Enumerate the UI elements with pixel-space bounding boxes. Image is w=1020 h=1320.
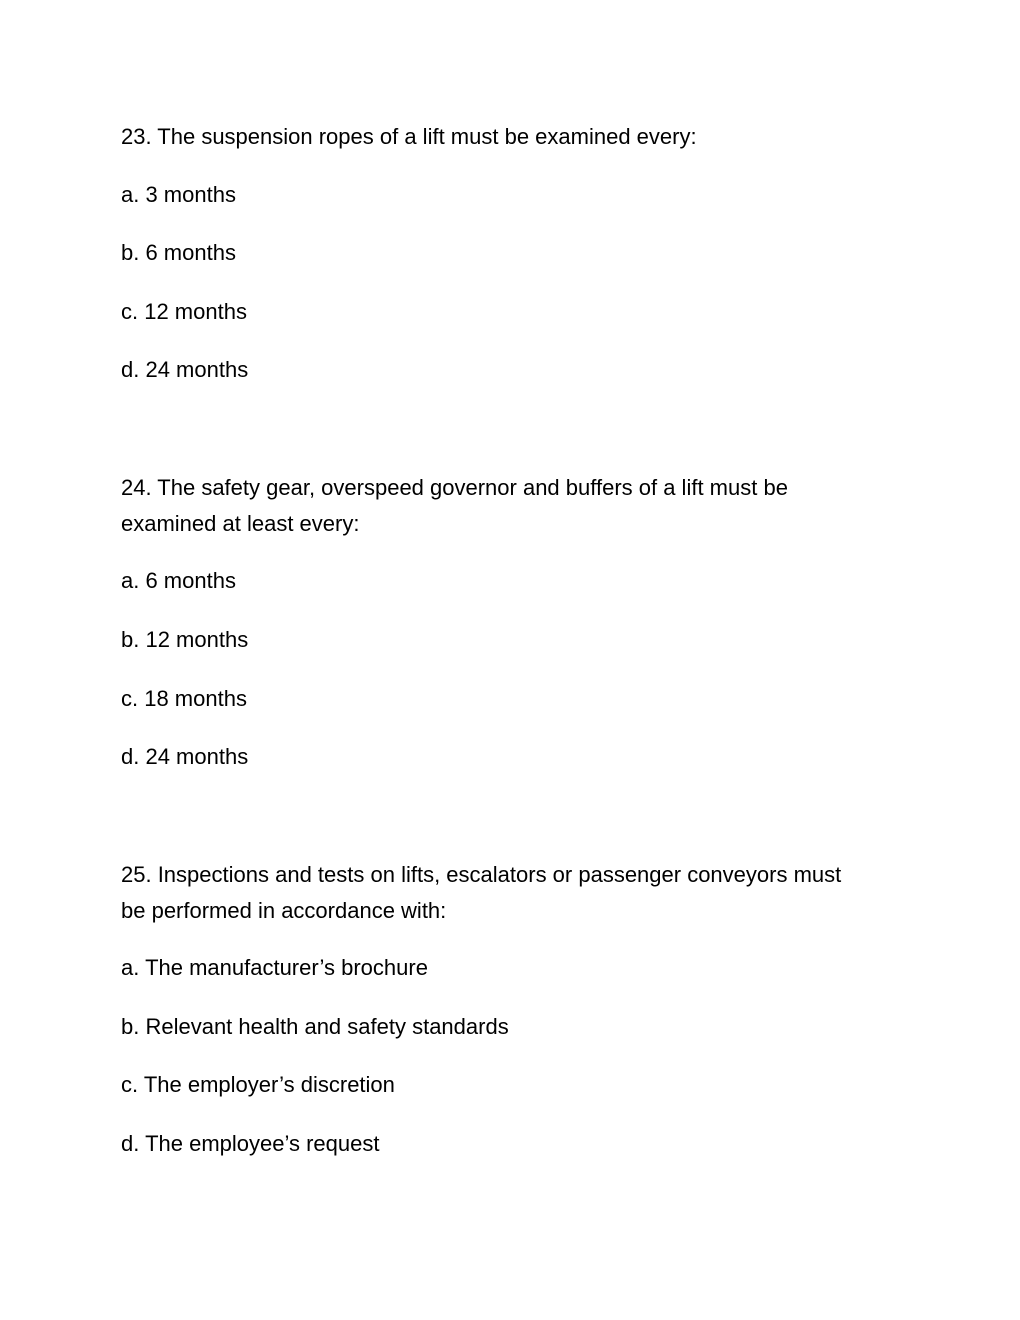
- question-25-text: 25. Inspections and tests on lifts, escalators or passenger conveyors must be performed in accordance with:: [121, 862, 842, 923]
- question-23-option-a: a. 3 months: [121, 182, 236, 207]
- question-25-option-c: c. The employer’s discretion: [121, 1072, 395, 1097]
- question-24-text: 24. The safety gear, overspeed governor and buffers of a lift must be examined at least every:: [121, 475, 788, 536]
- question-25-option-b: b. Relevant health and safety standards: [121, 1014, 509, 1039]
- question-24-option-a: a. 6 months: [121, 568, 236, 593]
- question-24-option-c: c. 18 months: [121, 686, 247, 711]
- question-25-option-d: d. The employee’s request: [121, 1131, 380, 1156]
- question-25-option-a: a. The manufacturer’s brochure: [121, 955, 428, 980]
- question-23-option-b: b. 6 months: [121, 240, 236, 265]
- question-24-option-d: d. 24 months: [121, 744, 249, 769]
- question-24-option-b: b. 12 months: [121, 627, 249, 652]
- question-23-option-c: c. 12 months: [121, 299, 247, 324]
- question-23-text: 23. The suspension ropes of a lift must be examined every:: [121, 124, 697, 149]
- question-23-option-d: d. 24 months: [121, 357, 249, 382]
